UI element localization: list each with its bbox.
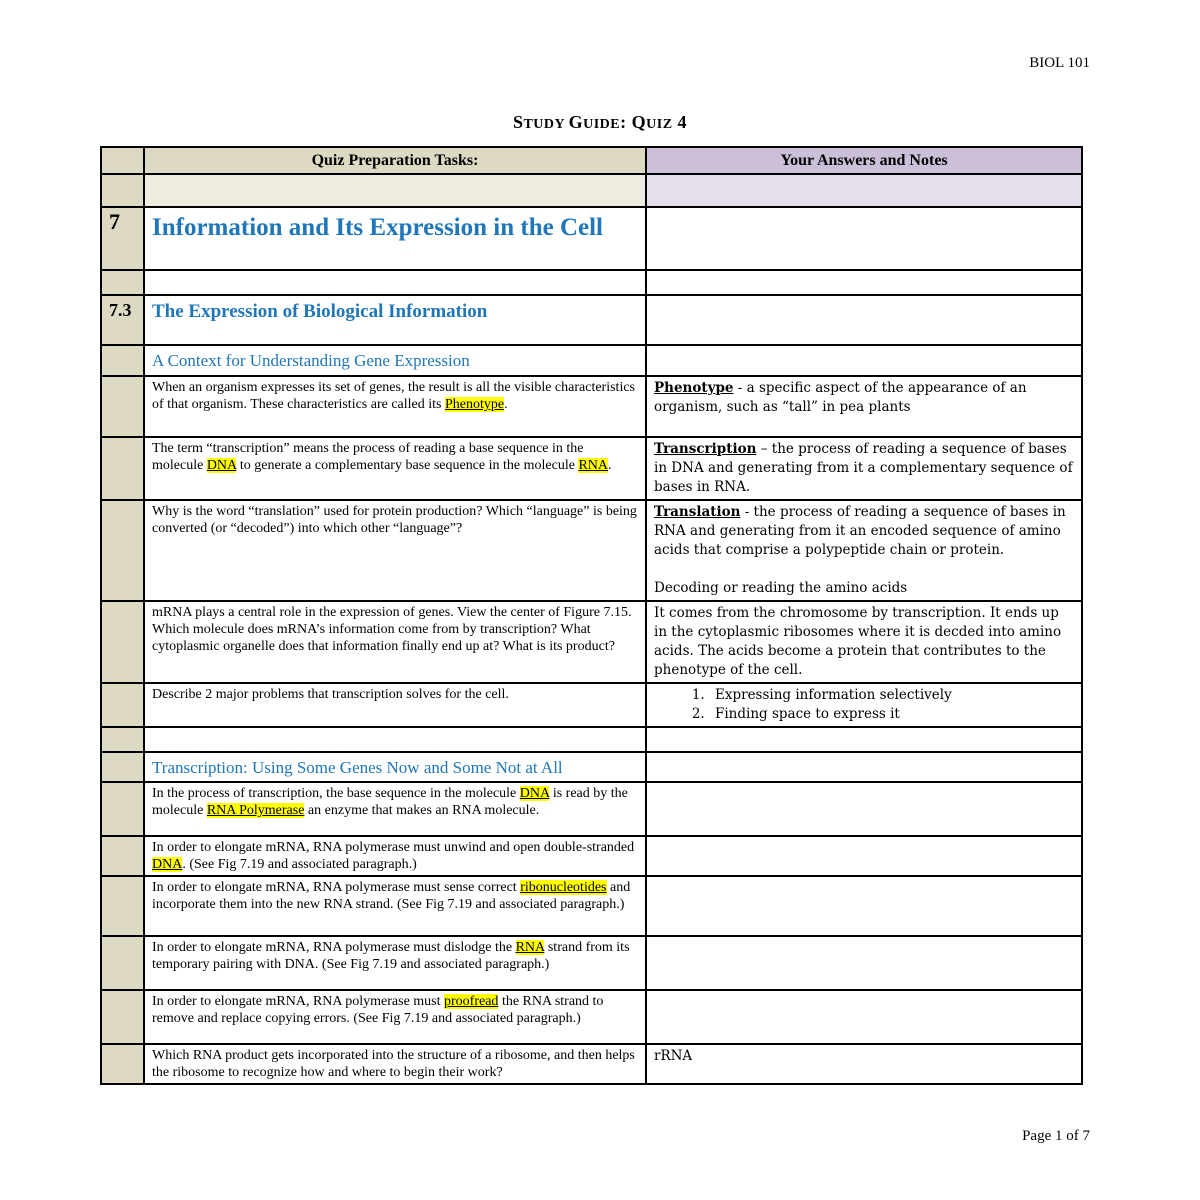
subsection-title-cell [144, 752, 646, 782]
course-code: BIOL 101 [1029, 55, 1090, 71]
question-text: is read by the molecule [152, 786, 628, 818]
answer-cell[interactable] [646, 752, 1082, 782]
study-guide-table [100, 146, 1083, 1085]
answer-cell[interactable] [646, 174, 1082, 207]
answer-cell[interactable] [646, 376, 1082, 437]
number-cell [101, 601, 144, 683]
question-cell [144, 376, 646, 437]
number-cell [101, 1044, 144, 1084]
question-text: The term “transcription” means the process of reading a base sequence in the molecule [152, 441, 584, 473]
answer-cell[interactable] [646, 727, 1082, 752]
question-cell [144, 836, 646, 876]
question-row [101, 683, 1082, 727]
answer-cell[interactable]: rRNA [646, 1044, 1082, 1084]
answer-cell[interactable] [646, 876, 1082, 936]
section-number: 7.3 [101, 295, 144, 345]
answer-highlight: Phenotype [444, 397, 505, 412]
term-label: Transcription [654, 441, 757, 457]
number-cell [101, 500, 144, 601]
question-cell [144, 936, 646, 990]
term-definition: – the process of reading a sequence of bases in DNA and generating from it a complementary sequence of bases in RNA. [654, 441, 1073, 495]
question-row [101, 782, 1082, 836]
blank-row [101, 727, 1082, 752]
title-part: : Q [620, 112, 647, 132]
subsection-row [101, 752, 1082, 782]
question-cell: Describe 2 major problems that transcription solves for the cell. [144, 683, 646, 727]
blank-row [101, 270, 1082, 295]
question-cell: Why is the word “translation” used for protein production? Which “language” is being converted (or “decoded”) into which other “language”? [144, 500, 646, 601]
term-definition: - a specific aspect of the appearance of an organism, such as “tall” in pea plants [654, 380, 1027, 415]
section-title-cell [144, 295, 646, 345]
answer-cell[interactable] [646, 990, 1082, 1044]
question-row [101, 990, 1082, 1044]
answers-column-header: Your Answers and Notes [646, 147, 1082, 174]
answer-list-item: 1. Expressing information selectively [709, 686, 1074, 705]
question-text: In the process of transcription, the base sequence in the molecule [152, 786, 520, 801]
answer-list [654, 686, 1074, 724]
number-cell [101, 437, 144, 500]
answer-cell[interactable] [646, 500, 1082, 601]
number-cell [101, 936, 144, 990]
answer-cell[interactable] [646, 683, 1082, 727]
question-text: In order to elongate mRNA, RNA polymerase must unwind and open double-stranded [152, 840, 635, 855]
term-definition: - the process of reading a sequence of bases in RNA and generating from it an encoded sequence of amino acids that comprise a polypeptide chain or protein. [654, 504, 1066, 558]
section-title: The Expression of Biological Information [152, 301, 488, 322]
chapter-title: Information and Its Expression in the Cell [152, 214, 603, 241]
page-number: Page 1 of 7 [1022, 1128, 1090, 1144]
term-label: Translation [654, 504, 741, 520]
answer-cell[interactable] [646, 295, 1082, 345]
answer-highlight: DNA [152, 857, 183, 872]
title-part: UIZ [646, 117, 673, 132]
number-cell [101, 836, 144, 876]
subsection-row [101, 345, 1082, 376]
answer-cell[interactable]: It comes from the chromosome by transcription. It ends up in the cytoplasmic ribosomes where it is decded into amino acids. The acids become a protein that contributes to the phenotype of the cell. [646, 601, 1082, 683]
question-row [101, 601, 1082, 683]
number-cell [101, 782, 144, 836]
question-row [101, 1044, 1082, 1084]
question-text: When an organism expresses its set of genes, the result is all the visible characteristics of that organism. These characteristics are called its [152, 380, 635, 412]
answer-highlight: ribonucleotides [520, 880, 607, 895]
answer-cell[interactable] [646, 936, 1082, 990]
number-cell [101, 376, 144, 437]
question-text: . [608, 458, 612, 473]
subsection-title: A Context for Understanding Gene Expression [152, 351, 470, 370]
subsection-title-cell [144, 345, 646, 376]
chapter-row [101, 207, 1082, 270]
number-cell [101, 270, 144, 295]
question-text: to generate a complementary base sequence in the molecule [236, 458, 579, 473]
answer-highlight: DNA [519, 786, 550, 801]
number-cell [101, 174, 144, 207]
answer-text: Decoding or reading the amino acids [654, 580, 908, 596]
section-row [101, 295, 1082, 345]
number-cell [101, 345, 144, 376]
number-cell [101, 752, 144, 782]
question-text: In order to elongate mRNA, RNA polymerase must [152, 994, 445, 1009]
blank-row [101, 174, 1082, 207]
question-text: an enzyme that makes an RNA molecule. [304, 803, 540, 818]
question-row [101, 876, 1082, 936]
number-cell [101, 683, 144, 727]
chapter-number: 7 [101, 207, 144, 270]
question-text: In order to elongate mRNA, RNA polymerase must sense correct [152, 880, 521, 895]
answer-cell[interactable] [646, 270, 1082, 295]
title-part: G [568, 112, 584, 132]
question-cell [144, 437, 646, 500]
title-part: UIDE [583, 117, 621, 132]
question-row [101, 437, 1082, 500]
answer-highlight: DNA [206, 458, 237, 473]
title-part: TUDY [523, 117, 569, 132]
title-part: S [512, 112, 524, 132]
answer-cell[interactable] [646, 207, 1082, 270]
question-cell: mRNA plays a central role in the expression of genes. View the center of Figure 7.15. Which molecule does mRNA’s information come from by transcription? What cytoplasmic organelle does that information finally end up at? What is its product? [144, 601, 646, 683]
tasks-column-header: Quiz Preparation Tasks: [144, 147, 646, 174]
number-cell [101, 727, 144, 752]
answer-cell[interactable] [646, 836, 1082, 876]
question-text: the RNA strand to remove and replace copying errors. (See Fig 7.19 and associated paragraph.) [152, 994, 604, 1026]
question-row [101, 500, 1082, 601]
question-cell: Which RNA product gets incorporated into the structure of a ribosome, and then helps the ribosome to recognize how and where to begin their work? [144, 1044, 646, 1084]
header-row [101, 147, 1082, 174]
question-text: . (See Fig 7.19 and associated paragraph.) [182, 857, 417, 872]
question-row [101, 936, 1082, 990]
question-text: In order to elongate mRNA, RNA polymerase must dislodge the [152, 940, 516, 955]
number-cell [101, 876, 144, 936]
number-cell [101, 147, 144, 174]
question-cell [144, 990, 646, 1044]
answer-highlight: RNA [578, 458, 609, 473]
question-row [101, 836, 1082, 876]
question-cell [144, 782, 646, 836]
subsection-title: Transcription: Using Some Genes Now and Some Not at All [152, 758, 563, 777]
spacer [654, 560, 1074, 579]
number-cell [101, 990, 144, 1044]
answer-cell[interactable] [646, 782, 1082, 836]
answer-cell[interactable] [646, 345, 1082, 376]
page-title [0, 112, 1200, 133]
answer-cell[interactable] [646, 437, 1082, 500]
answer-list-item: 2. Finding space to express it [709, 705, 1074, 724]
question-cell [144, 876, 646, 936]
answer-highlight: RNA [515, 940, 545, 955]
title-part: 4 [672, 112, 688, 132]
task-cell [144, 727, 646, 752]
chapter-title-cell [144, 207, 646, 270]
answer-highlight: RNA Polymerase [206, 803, 305, 818]
task-cell [144, 174, 646, 207]
question-text: strand from its temporary pairing with DNA. (See Fig 7.19 and associated paragraph.) [152, 940, 630, 972]
question-text: . [504, 397, 508, 412]
term-label: Phenotype [654, 380, 734, 396]
question-row [101, 376, 1082, 437]
task-cell [144, 270, 646, 295]
answer-highlight: proofread [444, 994, 499, 1009]
question-text: and incorporate them into the new RNA strand. (See Fig 7.19 and associated paragraph.) [152, 880, 631, 912]
